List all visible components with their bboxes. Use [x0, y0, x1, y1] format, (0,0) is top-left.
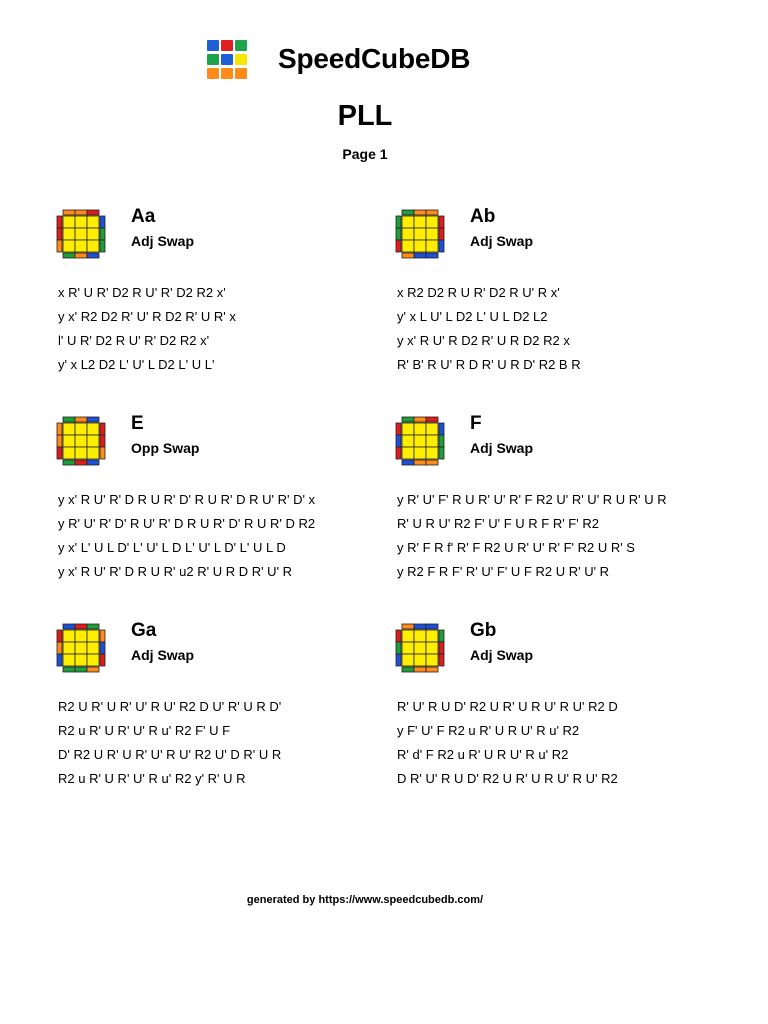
top-sticker [87, 447, 99, 459]
top-sticker [63, 447, 75, 459]
top-sticker [414, 630, 426, 642]
top-edge-sticker [87, 417, 99, 422]
left-edge-sticker [396, 642, 401, 654]
left-edge-sticker [57, 447, 62, 459]
algorithm-line: y F' U' F R2 u R' U R U' R u' R2 [397, 723, 580, 738]
bottom-edge-sticker [426, 667, 438, 672]
algorithm-line: y x' R U' R' D R U R' D' R U R' D R U' R' D' x [58, 492, 316, 507]
top-edge-sticker [87, 624, 99, 629]
top-edge-sticker [414, 210, 426, 215]
right-edge-sticker [439, 240, 444, 252]
right-edge-sticker [439, 435, 444, 447]
left-edge-sticker [57, 423, 62, 435]
left-edge-sticker [57, 216, 62, 228]
top-edge-sticker [63, 210, 75, 215]
top-sticker [402, 654, 414, 666]
top-edge-sticker [87, 210, 99, 215]
left-edge-sticker [57, 630, 62, 642]
case-group: Adj Swap [131, 233, 195, 249]
brand-name: SpeedCubeDB [278, 43, 471, 74]
case-group: Adj Swap [470, 440, 534, 456]
top-sticker [426, 630, 438, 642]
top-sticker [87, 240, 99, 252]
bottom-edge-sticker [87, 667, 99, 672]
algorithm-line: x R2 D2 R U R' D2 R U' R x' [397, 285, 560, 300]
top-edge-sticker [63, 624, 75, 629]
top-sticker [426, 447, 438, 459]
algorithm-line: R' U' R U D' R2 U R' U R U' R U' R2 D [397, 699, 618, 714]
page-header [0, 38, 768, 82]
case-name: Aa [131, 206, 156, 227]
top-sticker [63, 435, 75, 447]
top-sticker [87, 642, 99, 654]
bottom-edge-sticker [63, 460, 75, 465]
top-edge-sticker [75, 624, 87, 629]
case-group: Opp Swap [131, 440, 200, 456]
right-edge-sticker [439, 228, 444, 240]
page-title: PLL [337, 100, 393, 132]
cube-diagram-icon [54, 621, 108, 675]
top-sticker [402, 228, 414, 240]
bottom-edge-sticker [414, 667, 426, 672]
top-sticker [75, 423, 87, 435]
left-edge-sticker [396, 423, 401, 435]
cube-diagram-icon [54, 207, 108, 261]
cube-diagram-icon [393, 207, 447, 261]
top-sticker [75, 228, 87, 240]
algorithm-list [58, 488, 398, 584]
bottom-edge-sticker [402, 667, 414, 672]
algorithm-line: y' x L U' L D2 L' U L D2 L2 [397, 309, 548, 324]
top-sticker [87, 654, 99, 666]
top-edge-sticker [414, 624, 426, 629]
algorithm-list [58, 695, 398, 791]
top-sticker [63, 630, 75, 642]
right-edge-sticker [439, 630, 444, 642]
top-sticker [63, 654, 75, 666]
right-edge-sticker [100, 447, 105, 459]
logo-square [221, 68, 233, 79]
case-name: Ga [131, 620, 157, 641]
top-sticker [414, 435, 426, 447]
logo-square [235, 40, 247, 51]
algorithm-line: R2 u R' U R' U' R u' R2 F' U F [58, 723, 231, 738]
algorithm-line: x R' U R' D2 R U' R' D2 R2 x' [58, 285, 226, 300]
top-sticker [63, 216, 75, 228]
top-sticker [75, 216, 87, 228]
top-sticker [426, 654, 438, 666]
right-edge-sticker [100, 240, 105, 252]
algorithm-list [397, 488, 737, 584]
top-sticker [414, 447, 426, 459]
top-edge-sticker [426, 210, 438, 215]
top-sticker [402, 630, 414, 642]
top-sticker [414, 642, 426, 654]
top-sticker [75, 642, 87, 654]
left-edge-sticker [396, 435, 401, 447]
logo-square [235, 68, 247, 79]
top-sticker [87, 423, 99, 435]
right-edge-sticker [100, 435, 105, 447]
bottom-edge-sticker [426, 460, 438, 465]
algorithm-line: y x' R2 D2 R' U' R D2 R' U R' x [58, 309, 236, 324]
bottom-edge-sticker [426, 253, 438, 258]
algorithm-line: R2 U R' U R' U' R U' R2 D U' R' U R D' [58, 699, 282, 714]
algorithm-line: R' B' R U' R D R' U R D' R2 B R [397, 357, 581, 372]
footer-credit: generated by https://www.speedcubedb.com/ [246, 894, 484, 906]
algorithm-line: l' U R' D2 R U' R' D2 R2 x' [58, 333, 210, 348]
top-edge-sticker [63, 417, 75, 422]
case-name: Ab [470, 206, 496, 227]
top-edge-sticker [75, 210, 87, 215]
right-edge-sticker [439, 216, 444, 228]
right-edge-sticker [439, 423, 444, 435]
top-sticker [87, 228, 99, 240]
algorithm-list [58, 281, 398, 377]
bottom-edge-sticker [87, 253, 99, 258]
top-sticker [426, 642, 438, 654]
case-group: Adj Swap [470, 233, 534, 249]
bottom-edge-sticker [402, 460, 414, 465]
top-sticker [75, 435, 87, 447]
top-sticker [402, 642, 414, 654]
case-name: E [131, 413, 144, 434]
top-sticker [63, 228, 75, 240]
page-number: Page 1 [342, 146, 388, 162]
left-edge-sticker [57, 435, 62, 447]
cube-diagram-icon [54, 414, 108, 468]
algorithm-line: y' x L2 D2 L' U' L D2 L' U L' [58, 357, 215, 372]
top-edge-sticker [414, 417, 426, 422]
algorithm-line: y R' U' F' R U R' U' R' F R2 U' R' U' R U R' U R [397, 492, 667, 507]
right-edge-sticker [439, 642, 444, 654]
top-edge-sticker [402, 210, 414, 215]
algorithm-line: y x' R U' R' D R U R' u2 R' U R D R' U' R [58, 564, 293, 579]
top-sticker [402, 240, 414, 252]
algorithm-line: y x' R U' R D2 R' U R D2 R2 x [397, 333, 570, 348]
top-sticker [402, 435, 414, 447]
case-name: F [470, 413, 482, 434]
speedcubedb-logo [207, 40, 250, 80]
left-edge-sticker [57, 654, 62, 666]
top-sticker [75, 240, 87, 252]
bottom-edge-sticker [414, 253, 426, 258]
top-sticker [402, 216, 414, 228]
logo-square [235, 54, 247, 65]
left-edge-sticker [57, 240, 62, 252]
top-sticker [87, 435, 99, 447]
left-edge-sticker [396, 228, 401, 240]
right-edge-sticker [439, 447, 444, 459]
algorithm-list [397, 281, 737, 377]
bottom-edge-sticker [63, 667, 75, 672]
case-group: Adj Swap [470, 647, 534, 663]
logo-square [207, 40, 219, 51]
left-edge-sticker [57, 228, 62, 240]
logo-square [207, 68, 219, 79]
top-sticker [426, 228, 438, 240]
top-sticker [426, 216, 438, 228]
top-sticker [63, 240, 75, 252]
top-edge-sticker [402, 624, 414, 629]
bottom-edge-sticker [87, 460, 99, 465]
top-sticker [402, 423, 414, 435]
bottom-edge-sticker [402, 253, 414, 258]
top-sticker [402, 447, 414, 459]
bottom-edge-sticker [75, 460, 87, 465]
top-edge-sticker [75, 417, 87, 422]
bottom-edge-sticker [414, 460, 426, 465]
bottom-edge-sticker [75, 253, 87, 258]
bottom-edge-sticker [63, 253, 75, 258]
top-sticker [63, 423, 75, 435]
cube-diagram-icon [393, 621, 447, 675]
case-group: Adj Swap [131, 647, 195, 663]
top-sticker [414, 228, 426, 240]
top-sticker [426, 240, 438, 252]
top-sticker [75, 654, 87, 666]
algorithm-list [397, 695, 737, 791]
top-sticker [414, 423, 426, 435]
left-edge-sticker [396, 654, 401, 666]
logo-square [221, 40, 233, 51]
top-sticker [63, 642, 75, 654]
top-edge-sticker [402, 417, 414, 422]
algorithm-line: y R' F R f' R' F R2 U R' U' R' F' R2 U R' S [397, 540, 635, 555]
top-sticker [426, 435, 438, 447]
algorithm-line: y x' L' U L D' L' U' L D L' U' L D' L' U L D [58, 540, 286, 555]
right-edge-sticker [100, 642, 105, 654]
top-edge-sticker [426, 624, 438, 629]
top-sticker [414, 216, 426, 228]
cube-diagram-icon [393, 414, 447, 468]
algorithm-line: R' U R U' R2 F' U' F U R F R' F' R2 [397, 516, 599, 531]
algorithm-line: R' d' F R2 u R' U R U' R u' R2 [397, 747, 569, 762]
right-edge-sticker [439, 654, 444, 666]
top-edge-sticker [426, 417, 438, 422]
case-name: Gb [470, 620, 497, 641]
top-sticker [87, 630, 99, 642]
algorithm-line: D' R2 U R' U R' U' R U' R2 U' D R' U R [58, 747, 282, 762]
left-edge-sticker [57, 642, 62, 654]
top-sticker [75, 447, 87, 459]
left-edge-sticker [396, 630, 401, 642]
top-sticker [426, 423, 438, 435]
right-edge-sticker [100, 423, 105, 435]
top-sticker [87, 216, 99, 228]
top-sticker [75, 630, 87, 642]
left-edge-sticker [396, 216, 401, 228]
logo-square [207, 54, 219, 65]
right-edge-sticker [100, 654, 105, 666]
algorithm-line: R2 u R' U R' U' R u' R2 y' R' U R [58, 771, 246, 786]
right-edge-sticker [100, 228, 105, 240]
logo-square [221, 54, 233, 65]
right-edge-sticker [100, 216, 105, 228]
left-edge-sticker [396, 447, 401, 459]
algorithm-line: y R' U' R' D' R U' R' D R U R' D' R U R' D R2 [58, 516, 316, 531]
top-sticker [414, 654, 426, 666]
left-edge-sticker [396, 240, 401, 252]
right-edge-sticker [100, 630, 105, 642]
top-sticker [414, 240, 426, 252]
bottom-edge-sticker [75, 667, 87, 672]
algorithm-line: D R' U' R U D' R2 U R' U R U' R U' R2 [397, 771, 618, 786]
algorithm-line: y R2 F R F' R' U' F' U F R2 U R' U' R [397, 564, 610, 579]
